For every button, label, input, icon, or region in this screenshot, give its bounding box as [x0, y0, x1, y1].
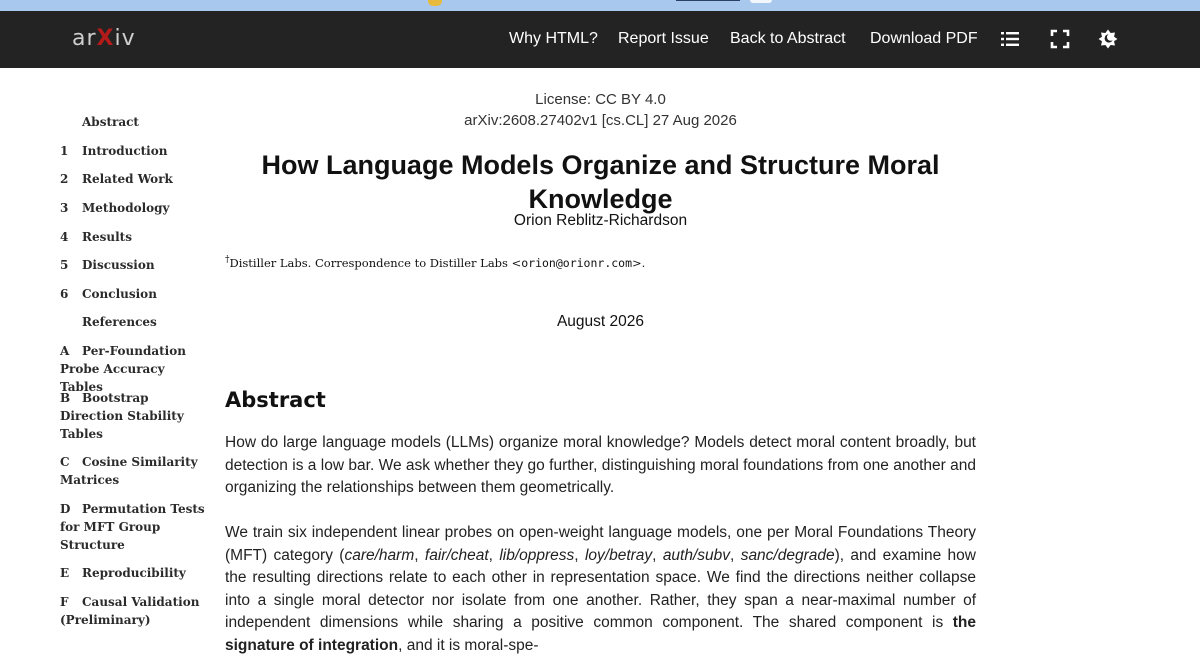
- abstract-heading: Abstract: [225, 388, 326, 412]
- toc-item-conclusion[interactable]: [60, 285, 210, 303]
- list-icon[interactable]: [1000, 29, 1020, 49]
- publication-date: August 2026: [556, 313, 645, 330]
- logo-prefix: ar: [72, 26, 97, 51]
- fullscreen-icon[interactable]: [1050, 29, 1070, 49]
- foundation-sanc: sanc/degrade: [740, 546, 835, 564]
- toc-number: A: [60, 344, 70, 358]
- toc-label: Causal Validation (Preliminary): [60, 595, 200, 627]
- notice-close-button[interactable]: [750, 0, 772, 3]
- license-line: License: CC BY 4.0: [535, 91, 666, 108]
- foundation-loy: loy/betray: [584, 546, 653, 564]
- separator: ,: [488, 546, 500, 564]
- separator: ,: [652, 546, 663, 564]
- toc-label: Introduction: [82, 144, 168, 158]
- why-html-link[interactable]: Why HTML?: [509, 30, 598, 47]
- header-bar: [0, 11, 1200, 68]
- toc-item-appendix-a[interactable]: [60, 342, 210, 396]
- separator: ,: [730, 546, 741, 564]
- toc-label: Permutation Tests for MFT Group Structure: [60, 502, 205, 552]
- toc-item-results[interactable]: [60, 228, 210, 246]
- notice-banner: [0, 0, 1200, 11]
- toc-item-introduction[interactable]: [60, 142, 210, 160]
- toc-number: 5: [60, 258, 69, 272]
- toc-item-methodology[interactable]: [60, 199, 210, 217]
- toc-label: Abstract: [82, 115, 139, 129]
- toc-label: Results: [82, 230, 132, 244]
- text-run: ), and examine how the resulting directions relate to each other in representation space. We find the directions neither collapse into a single moral detector nor isolate from one another. Rather, they span a near-maximal number of independent dimensions while sharing a positive common component. The shared component is: [225, 546, 976, 632]
- toc-item-references[interactable]: [60, 313, 210, 331]
- toc-label: References: [82, 315, 157, 329]
- toc-number: B: [60, 391, 71, 405]
- foundation-care: care/harm: [344, 546, 415, 564]
- toc-label: Discussion: [82, 258, 155, 272]
- emphasis: the signature of integration: [225, 614, 976, 654]
- report-issue-link[interactable]: Report Issue: [618, 30, 709, 47]
- toc-item-appendix-d[interactable]: [60, 500, 210, 554]
- notice-link[interactable]: [676, 0, 740, 1]
- toc-item-appendix-f[interactable]: [60, 593, 210, 629]
- toc-number: 4: [60, 230, 69, 244]
- foundation-lib: lib/oppress: [499, 546, 575, 564]
- affiliation-text: Distiller Labs. Correspondence to Distiller Labs <: [229, 255, 522, 270]
- toc-number: 2: [60, 172, 69, 186]
- toc-number: C: [60, 455, 70, 469]
- toc-item-discussion[interactable]: [60, 256, 210, 274]
- toc-label: Bootstrap Direction Stability Tables: [60, 391, 184, 441]
- paper-title: How Language Models Organize and Structure Moral Knowledge: [261, 150, 940, 214]
- toc-label: Related Work: [82, 172, 173, 186]
- arxiv-id-line: arXiv:2608.27402v1 [cs.CL] 27 Aug 2026: [464, 112, 737, 129]
- theme-toggle-icon[interactable]: [1098, 29, 1118, 49]
- toc-number: E: [60, 566, 70, 580]
- dagger-mark: †: [225, 255, 230, 265]
- abstract-paragraph-1: How do large language models (LLMs) organize moral knowledge? Models detect moral content broadly, but detection is a low bar. We ask whether they go further, distinguishing moral foundations from one another and organizing the relationships between them geometrically.: [225, 434, 976, 497]
- toc-label: Conclusion: [82, 287, 157, 301]
- toc-label: Cosine Similarity Matrices: [60, 455, 198, 487]
- logo-x: X: [96, 26, 115, 51]
- toc-label: Per-Foundation Probe Accuracy Tables: [60, 344, 186, 394]
- foundation-auth: auth/subv: [662, 546, 731, 564]
- toc-item-appendix-e[interactable]: [60, 564, 210, 582]
- warning-icon: [428, 0, 442, 6]
- back-to-abstract-link[interactable]: Back to Abstract: [730, 30, 846, 47]
- affiliation-end: >.: [632, 255, 646, 270]
- email-address[interactable]: orion@orionr.com: [521, 255, 633, 270]
- separator: ,: [414, 546, 425, 564]
- toc-item-related-work[interactable]: [60, 170, 210, 188]
- text-run: , and it is moral-spe-: [398, 636, 539, 654]
- toc-number: D: [60, 502, 71, 516]
- toc-label: Methodology: [82, 201, 170, 215]
- affiliation-note: [225, 255, 645, 270]
- toc-number: 6: [60, 287, 69, 301]
- toc-number: 3: [60, 201, 69, 215]
- toc-item-abstract[interactable]: [60, 113, 210, 131]
- toc-label: Reproducibility: [82, 566, 186, 580]
- author-name: Orion Reblitz-Richardson: [513, 212, 688, 229]
- download-pdf-link[interactable]: Download PDF: [870, 30, 978, 47]
- arxiv-logo[interactable]: [72, 24, 136, 54]
- abstract-paragraph-2: [225, 522, 976, 658]
- toc-number: 1: [60, 144, 69, 158]
- foundation-fair: fair/cheat: [424, 546, 489, 564]
- toc-number: F: [60, 595, 69, 609]
- text-run: We train six independent linear probes on open-weight language models, one per Moral Foundations Theory (MFT) category (: [225, 524, 976, 564]
- toc-item-appendix-c[interactable]: [60, 453, 210, 489]
- logo-suffix: iv: [114, 26, 136, 51]
- toc-item-appendix-b[interactable]: [60, 389, 210, 443]
- separator: ,: [574, 546, 585, 564]
